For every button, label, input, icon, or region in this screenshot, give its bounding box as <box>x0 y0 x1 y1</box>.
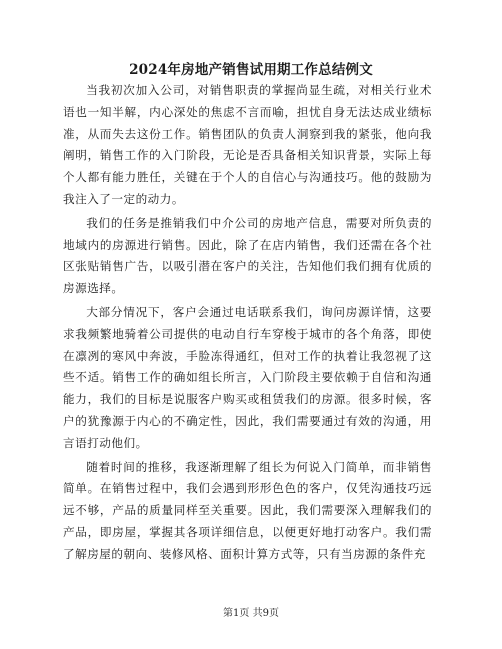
page-footer: 第1页 共9页 <box>223 608 279 619</box>
paragraph-2: 我们的任务是推销我们中介公司的房地产信息，需要对所负责的地域内的房源进行销售。因此，除了在店内销售，我们还需在各个社区张贴销售广告，以吸引潜在客户的关注，告知他们我们拥有优质的房源选择。 <box>63 215 432 296</box>
paragraph-1: 当我初次加入公司，对销售职责的掌握尚显生疏，对相关行业术语也一知半解，内心深处的焦虑不言而喻，担忧自身无法达成业绩标准，从而失去这份工作。销售团队的负责人洞察到我的紧张，他向我阐明，销售工作的入门阶段，无论是否具备相关知识背景，实际上每个人都有能力胜任，关键在于个人的自信心与沟通技巧。他的鼓励为我注入了一定的动力。 <box>63 83 432 206</box>
paragraph-3: 大部分情况下，客户会通过电话联系我们，询问房源详情，这要求我频繁地骑着公司提供的电动自行车穿梭于城市的各个角落，即使在凛冽的寒风中奔波，手脸冻得通红，但对工作的执着让我忽视了这些不适。销售工作的确如组长所言，入门阶段主要依赖于自信和沟通能力，我们的目标是说服客户购买或租赁我们的房源。很多时候，客户的犹豫源于内心的不确定性，因此，我们需要通过有效的沟通，用言语打动他们。 <box>63 304 432 450</box>
document-body <box>63 80 432 566</box>
paragraph-4: 随着时间的推移，我逐渐理解了组长为何说入门简单，而非销售简单。在销售过程中，我们会遇到形形色色的客户，仅凭沟通技巧远远不够，产品的质量同样至关重要。因此，我们需要深入理解我们的产品，即房屋，掌握其各项详细信息，以便更好地打动客户。我们需了解房屋的朝向、装修风格、面积计算方式等，只有当房源的条件充 <box>63 459 432 561</box>
document-title: 2024年房地产销售试用期工作总结例文 <box>129 62 373 78</box>
